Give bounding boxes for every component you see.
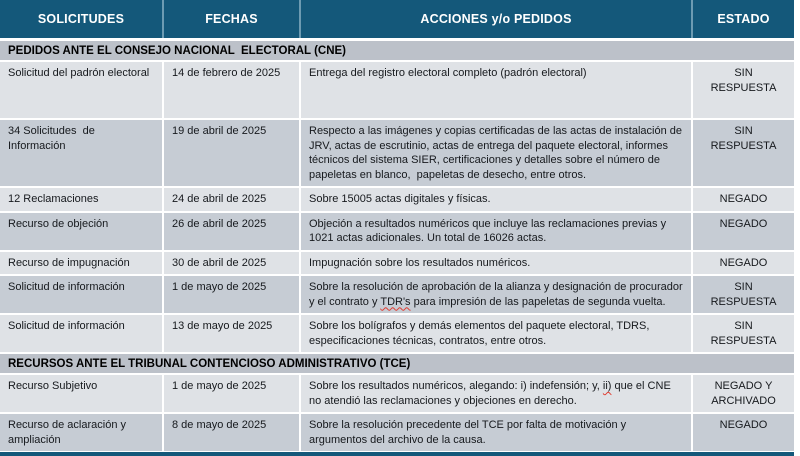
fecha-cell: 30 de abril de 2025 bbox=[163, 251, 300, 276]
fecha-cell: 26 de abril de 2025 bbox=[163, 212, 300, 251]
table-row bbox=[0, 212, 794, 251]
estado-cell: NEGADO Y ARCHIVADO bbox=[692, 374, 794, 413]
section-header: RECURSOS ANTE EL TRIBUNAL CONTENCIOSO ADMINISTRATIVO (TCE) bbox=[0, 353, 794, 374]
section-header-row bbox=[0, 353, 794, 374]
estado-cell: SIN RESPUESTA bbox=[692, 119, 794, 187]
fecha-cell: 8 de mayo de 2025 bbox=[163, 413, 300, 452]
acciones-cell: Objeción a resultados numéricos que incluye las reclamaciones previas y 1021 actas adicionales. Un total de 16026 actas. bbox=[300, 212, 692, 251]
solicitud-cell: Recurso de impugnación bbox=[0, 251, 163, 276]
fecha-cell: 1 de mayo de 2025 bbox=[163, 374, 300, 413]
col-header-estado: ESTADO bbox=[692, 0, 794, 40]
estado-cell: NEGADO bbox=[692, 212, 794, 251]
fecha-cell: 13 de mayo de 2025 bbox=[163, 314, 300, 353]
table-row bbox=[0, 275, 794, 314]
estado-cell: SIN RESPUESTA bbox=[692, 61, 794, 119]
acciones-cell: Impugnación sobre los resultados numéricos. bbox=[300, 251, 692, 276]
acciones-cell: Sobre la resolución de aprobación de la alianza y designación de procurador y el contrato y TDR's para impresión de las papeletas de segunda vuelta. bbox=[300, 275, 692, 314]
bottom-bar bbox=[0, 452, 794, 456]
table-row bbox=[0, 119, 794, 187]
acciones-cell: Entrega del registro electoral completo (padrón electoral) bbox=[300, 61, 692, 119]
section-header-row bbox=[0, 40, 794, 62]
table-row bbox=[0, 61, 794, 119]
acciones-cell: Sobre los resultados numéricos, alegando: i) indefensión; y, ii) que el CNE no atendió las reclamaciones y objeciones en derecho. bbox=[300, 374, 692, 413]
estado-cell: SIN RESPUESTA bbox=[692, 314, 794, 353]
fecha-cell: 24 de abril de 2025 bbox=[163, 187, 300, 212]
table-header bbox=[0, 0, 794, 40]
estado-cell: NEGADO bbox=[692, 251, 794, 276]
spellcheck-underline: ii) bbox=[602, 380, 612, 393]
estado-cell: NEGADO bbox=[692, 413, 794, 452]
solicitud-cell: Solicitud de información bbox=[0, 275, 163, 314]
fecha-cell: 19 de abril de 2025 bbox=[163, 119, 300, 187]
solicitud-cell: 34 Solicitudes de Información bbox=[0, 119, 163, 187]
estado-cell: SIN RESPUESTA bbox=[692, 275, 794, 314]
spellcheck-underline: TDR's bbox=[380, 295, 411, 308]
acciones-cell: Sobre la resolución precedente del TCE por falta de motivación y argumentos del archivo de la causa. bbox=[300, 413, 692, 452]
solicitud-cell: Recurso Subjetivo bbox=[0, 374, 163, 413]
table-row bbox=[0, 251, 794, 276]
fecha-cell: 1 de mayo de 2025 bbox=[163, 275, 300, 314]
solicitud-cell: Recurso de aclaración y ampliación bbox=[0, 413, 163, 452]
table-body bbox=[0, 40, 794, 453]
acciones-cell: Sobre 15005 actas digitales y físicas. bbox=[300, 187, 692, 212]
acciones-cell: Respecto a las imágenes y copias certificadas de las actas de instalación de JRV, actas de escrutinio, actas de entrega del paquete electoral, informes técnicos del sistema SIER, certificaciones y detalles sobre el número de papeletas en blanco, papeletas de desecho, entre otros. bbox=[300, 119, 692, 187]
col-header-acciones: ACCIONES y/o PEDIDOS bbox=[300, 0, 692, 40]
header-row bbox=[0, 0, 794, 40]
solicitud-cell: 12 Reclamaciones bbox=[0, 187, 163, 212]
table-row bbox=[0, 413, 794, 452]
table-row bbox=[0, 374, 794, 413]
estado-cell: NEGADO bbox=[692, 187, 794, 212]
solicitud-cell: Recurso de objeción bbox=[0, 212, 163, 251]
table-row bbox=[0, 314, 794, 353]
col-header-fechas: FECHAS bbox=[163, 0, 300, 40]
solicitud-cell: Solicitud de información bbox=[0, 314, 163, 353]
table-row bbox=[0, 187, 794, 212]
solicitud-cell: Solicitud del padrón electoral bbox=[0, 61, 163, 119]
col-header-solicitudes: SOLICITUDES bbox=[0, 0, 163, 40]
acciones-cell: Sobre los bolígrafos y demás elementos del paquete electoral, TDRS, especificaciones técnicas, contratos, entre otros. bbox=[300, 314, 692, 353]
fecha-cell: 14 de febrero de 2025 bbox=[163, 61, 300, 119]
section-header: PEDIDOS ANTE EL CONSEJO NACIONAL ELECTORAL (CNE) bbox=[0, 40, 794, 62]
